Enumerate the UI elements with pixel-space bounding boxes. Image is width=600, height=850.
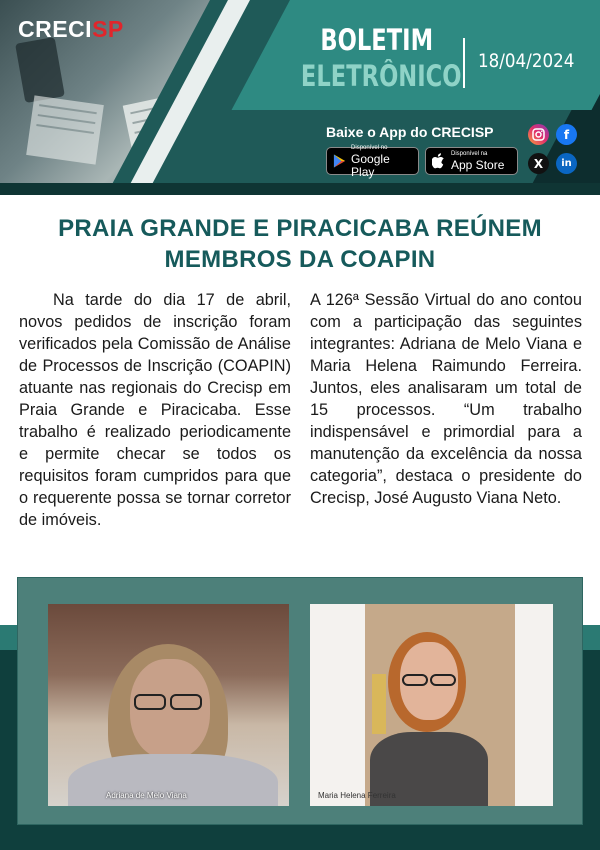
logo-accent: SP xyxy=(92,16,124,42)
facebook-icon[interactable]: f xyxy=(556,124,577,145)
google-play-button[interactable] xyxy=(326,144,419,179)
app-store-small: Disponível na xyxy=(451,151,488,157)
photo-caption-left: Adriana de Melo Viana xyxy=(106,791,187,800)
photo-caption-right: Maria Helena Ferreira xyxy=(318,791,396,800)
wall-frame xyxy=(372,674,386,734)
google-play-icon xyxy=(333,153,346,169)
glasses-right xyxy=(430,674,456,686)
glasses-left xyxy=(402,674,428,686)
newsletter-title-line1: BOLETIM xyxy=(320,23,434,57)
issue-date: 18/04/2024 xyxy=(478,50,575,72)
x-icon[interactable]: X xyxy=(528,153,549,174)
google-play-small: Disponível no xyxy=(351,144,388,151)
glasses-right xyxy=(170,694,202,710)
app-store-big: App Store xyxy=(451,158,505,172)
apple-icon xyxy=(432,153,446,169)
article-column-left: Na tarde do dia 17 de abril, novos pedidos de inscrição foram verificados pela Comissão de Análise de Processos de Inscrição (COAPIN) atuante nas regionais do Crecisp em Praia Grande e Piracicaba. Esse trabalho é realizado periodicamente e permite checar se todos os requisitos foram cumpridos para que o requerente possa se tornar corretor de imóveis. xyxy=(19,291,291,529)
paper-image xyxy=(26,95,104,164)
instagram-icon[interactable] xyxy=(528,124,549,145)
app-store-button[interactable] xyxy=(425,147,518,175)
crecisp-logo[interactable] xyxy=(18,16,124,43)
article-title: PRAIA GRANDE E PIRACICABA REÚNEM MEMBROS DA COAPIN xyxy=(58,215,542,273)
header-banner xyxy=(0,0,600,195)
participant-photo-right xyxy=(310,604,553,806)
logo-text: CRECI xyxy=(18,16,93,42)
newsletter-title-line2: ELETRÔNICO xyxy=(300,59,462,93)
linkedin-icon[interactable]: in xyxy=(556,153,577,174)
participant-photo-left xyxy=(48,604,289,806)
article-column-right: A 126ª Sessão Virtual do ano contou com a participação das seguintes integrantes: Adriana de Melo Viana e Maria Helena Raimundo Ferreira. Juntos, eles analisaram um total de 15 processos. “Um trabalho indispensável e primordial para a manutenção da excelência da nossa categoria”, destaca o presidente do Crecisp, José Augusto Viana Neto. xyxy=(310,291,582,507)
header-bottom-bar xyxy=(0,183,600,195)
header-divider xyxy=(463,38,465,88)
google-play-big: Google Play xyxy=(351,151,390,179)
app-download-label: Baixe o App do CRECISP xyxy=(326,124,494,140)
glasses-left xyxy=(134,694,166,710)
phone-image xyxy=(15,37,65,103)
